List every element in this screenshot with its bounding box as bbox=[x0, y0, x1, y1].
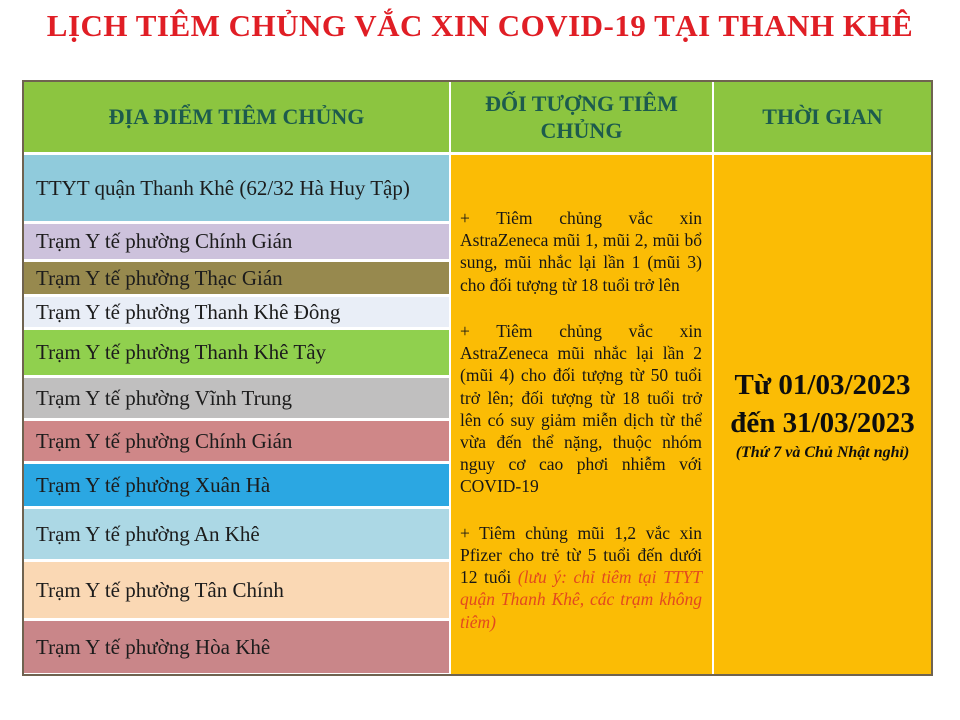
location-label: Trạm Y tế phường Tân Chính bbox=[36, 577, 284, 602]
location-label: Trạm Y tế phường Xuân Hà bbox=[36, 472, 271, 497]
target-groups-cell bbox=[451, 155, 712, 674]
location-label: Trạm Y tế phường Chính Gián bbox=[36, 229, 293, 254]
weekend-note: (Thứ 7 và Chủ Nhật nghỉ) bbox=[735, 444, 910, 462]
location-row bbox=[24, 262, 449, 294]
location-row bbox=[24, 224, 449, 259]
location-row bbox=[24, 378, 449, 418]
column-time bbox=[714, 82, 931, 674]
location-row bbox=[24, 562, 449, 618]
page-title: LỊCH TIÊM CHỦNG VẮC XIN COVID-19 TẠI THANH KHÊ bbox=[46, 8, 914, 43]
header-target-groups: ĐỐI TƯỢNG TIÊM CHỦNG bbox=[451, 82, 712, 152]
location-row bbox=[24, 621, 449, 673]
location-label: Trạm Y tế phường An Khê bbox=[36, 521, 260, 546]
location-row bbox=[24, 297, 449, 327]
location-row bbox=[24, 421, 449, 461]
target-paragraph-pfizer-children: + Tiêm chủng mũi 1,2 vắc xin Pfizer cho trẻ từ 5 tuổi đến dưới 12 tuổi (lưu ý: chỉ tiêm tại TTYT quận Thanh Khê, các trạm không tiêm) bbox=[460, 522, 702, 632]
location-label: Trạm Y tế phường Chính Gián bbox=[36, 428, 293, 453]
header-time: THỜI GIAN bbox=[714, 82, 931, 152]
column-locations bbox=[24, 82, 449, 674]
location-row bbox=[24, 464, 449, 506]
target-paragraph-astrazeneca-4: + Tiêm chủng vắc xin AstraZeneca mũi nhắc lại lần 2 (mũi 4) cho đối tượng từ 50 tuổi trở lên; đối tượng từ 18 tuổi trở lên có suy giảm miễn dịch từ thể vừa đến thể nặng, thuộc nhóm nguy cơ cao phơi nhiễm với COVID-19 bbox=[460, 320, 702, 497]
vaccination-schedule-table bbox=[22, 80, 933, 676]
location-row bbox=[24, 509, 449, 559]
header-locations: ĐỊA ĐIỂM TIÊM CHỦNG bbox=[24, 82, 449, 152]
location-row bbox=[24, 155, 449, 221]
location-label: Trạm Y tế phường Vĩnh Trung bbox=[36, 385, 293, 410]
pfizer-note: (lưu ý: chỉ tiêm tại TTYT quận Thanh Khê, các trạm không tiêm) bbox=[460, 567, 702, 632]
column-target-groups bbox=[451, 82, 712, 674]
date-range-from: Từ 01/03/2023 bbox=[734, 368, 911, 401]
time-cell bbox=[714, 155, 931, 674]
location-label: Trạm Y tế phường Thạc Gián bbox=[36, 265, 283, 290]
location-label: TTYT quận Thanh Khê (62/32 Hà Huy Tập) bbox=[36, 175, 410, 200]
location-label: Trạm Y tế phường Hòa Khê bbox=[36, 634, 271, 659]
location-label: Trạm Y tế phường Thanh Khê Tây bbox=[36, 340, 327, 365]
target-paragraph-astrazeneca-1-2-3: + Tiêm chủng vắc xin AstraZeneca mũi 1, mũi 2, mũi bổ sung, mũi nhắc lại lần 1 (mũi 3) cho đối tượng từ 18 tuổi trở lên bbox=[460, 208, 702, 295]
date-range-to: đến 31/03/2023 bbox=[730, 406, 915, 439]
location-label: Trạm Y tế phường Thanh Khê Đông bbox=[36, 299, 341, 324]
location-row bbox=[24, 330, 449, 375]
